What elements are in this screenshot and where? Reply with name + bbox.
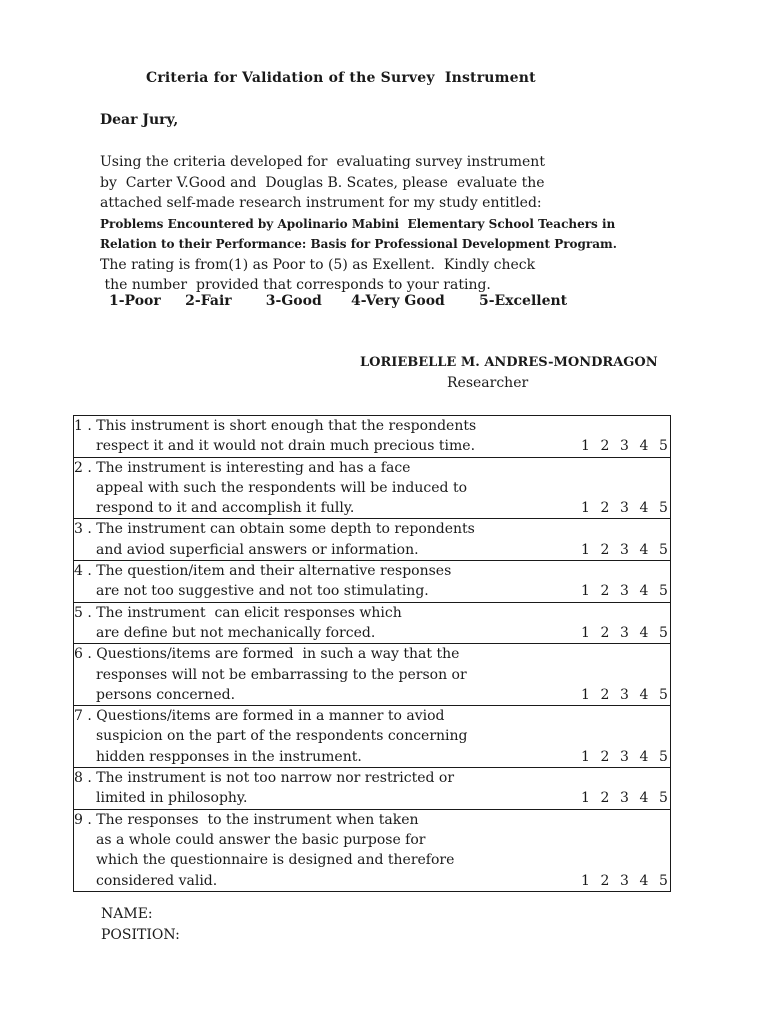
criteria-row [74, 768, 671, 810]
rating-option-4[interactable]: 4 [639, 686, 649, 703]
criteria-row [74, 644, 671, 706]
scale-item-very-good: 4-Very Good [351, 293, 445, 309]
rating-option-2[interactable]: 2 [600, 872, 610, 889]
rating-option-4[interactable]: 4 [639, 624, 649, 641]
rating-option-5[interactable]: 5 [659, 872, 668, 889]
criterion-statement: 7 . Questions/items are formed in a manner to aviod [74, 708, 445, 725]
criterion-statement-continued: respect it and it would not drain much precious time. [96, 438, 476, 455]
criteria-cell [74, 519, 671, 561]
rating-options [581, 581, 668, 601]
rating-instruction-line: The rating is from(1) as Poor to (5) as Exellent. Kindly check [100, 256, 536, 273]
rating-options [581, 436, 668, 456]
criteria-row [74, 602, 671, 644]
rating-option-1[interactable]: 1 [581, 624, 590, 641]
researcher-name: LORIEBELLE M. ANDRES-MONDRAGON [360, 355, 658, 370]
intro-paragraph [100, 152, 700, 296]
criteria-table [73, 415, 671, 892]
criteria-cell [74, 706, 671, 768]
rating-option-5[interactable]: 5 [659, 438, 668, 455]
criterion-statement: 8 . The instrument is not too narrow nor restricted or [74, 770, 455, 787]
intro-line: Using the criteria developed for evaluating survey instrument [100, 154, 545, 170]
signature-fields [101, 904, 180, 946]
scale-item-excellent: 5-Excellent [478, 293, 568, 309]
rating-option-3[interactable]: 3 [620, 748, 629, 765]
rating-option-1[interactable]: 1 [581, 583, 590, 600]
rating-options [581, 788, 668, 808]
position-label: POSITION: [101, 927, 180, 943]
criteria-row [74, 457, 671, 519]
criterion-statement: 1 . This instrument is short enough that the respondents [74, 418, 477, 434]
criterion-statement-continued: appeal with such the respondents will be induced to [96, 479, 467, 496]
scale-item-poor: 1-Poor [109, 293, 161, 309]
rating-options [581, 871, 668, 891]
page-title: Criteria for Validation of the Survey Instrument [146, 70, 536, 86]
rating-option-3[interactable]: 3 [620, 583, 629, 600]
criteria-cell [74, 416, 671, 458]
intro-line: by Carter V.Good and Douglas B. Scates, please evaluate the [100, 174, 545, 191]
rating-instruction-line: the number provided that corresponds to your rating. [100, 277, 491, 293]
criteria-row [74, 416, 671, 458]
study-title-line: Relation to their Performance: Basis for Professional Development Program. [100, 237, 617, 251]
criteria-row [74, 706, 671, 768]
criterion-statement-continued: suspicion on the part of the respondents concerning [96, 728, 468, 745]
criteria-row [74, 809, 671, 891]
criteria-cell [74, 809, 671, 891]
rating-option-3[interactable]: 3 [620, 686, 629, 703]
criteria-cell [74, 768, 671, 810]
rating-option-5[interactable]: 5 [659, 790, 668, 807]
rating-option-4[interactable]: 4 [639, 500, 649, 517]
criteria-cell [74, 457, 671, 519]
rating-option-1[interactable]: 1 [581, 541, 590, 558]
criteria-cell [74, 644, 671, 706]
criterion-statement-continued: responses will not be embarrassing to the person or [96, 666, 467, 683]
rating-option-1[interactable]: 1 [581, 790, 590, 807]
criterion-statement-continued: limited in philosophy. [96, 790, 248, 807]
rating-options [581, 747, 668, 767]
criterion-statement: 3 . The instrument can obtain some depth to repondents [74, 521, 475, 538]
criterion-statement-continued: which the questionnaire is designed and therefore [96, 852, 455, 869]
rating-option-4[interactable]: 4 [639, 872, 649, 889]
rating-option-5[interactable]: 5 [659, 686, 668, 703]
rating-option-1[interactable]: 1 [581, 500, 590, 517]
rating-option-1[interactable]: 1 [581, 872, 590, 889]
criterion-statement: 9 . The responses to the instrument when taken [74, 811, 419, 828]
rating-option-1[interactable]: 1 [581, 438, 590, 455]
rating-option-4[interactable]: 4 [639, 438, 649, 455]
rating-option-5[interactable]: 5 [659, 748, 668, 765]
rating-option-5[interactable]: 5 [659, 583, 668, 600]
criterion-statement-continued: persons concerned. [96, 686, 236, 703]
criteria-cell [74, 561, 671, 603]
rating-option-5[interactable]: 5 [659, 541, 668, 558]
rating-option-2[interactable]: 2 [600, 500, 610, 517]
rating-option-2[interactable]: 2 [600, 438, 610, 455]
criterion-statement: 5 . The instrument can elicit responses which [74, 604, 402, 621]
criterion-statement-continued: as a whole could answer the basic purpose for [96, 831, 426, 848]
rating-options [581, 685, 668, 705]
rating-scale-legend [109, 293, 567, 309]
rating-options [581, 498, 668, 518]
rating-option-1[interactable]: 1 [581, 686, 590, 703]
scale-item-good: 3-Good [265, 293, 322, 309]
rating-option-2[interactable]: 2 [600, 686, 610, 703]
rating-option-2[interactable]: 2 [600, 790, 610, 807]
criterion-statement: 4 . The question/item and their alternative responses [74, 563, 452, 580]
rating-options [581, 540, 668, 560]
rating-option-4[interactable]: 4 [639, 790, 649, 807]
rating-option-3[interactable]: 3 [620, 790, 629, 807]
rating-option-3[interactable]: 3 [620, 438, 629, 455]
rating-option-4[interactable]: 4 [639, 748, 649, 765]
criteria-row [74, 561, 671, 603]
rating-option-2[interactable]: 2 [600, 748, 610, 765]
rating-option-4[interactable]: 4 [639, 583, 649, 600]
criterion-statement-continued: considered valid. [96, 872, 218, 889]
criterion-statement-continued: hidden respponses in the instrument. [96, 748, 362, 765]
criterion-statement-continued: are define but not mechanically forced. [96, 624, 376, 641]
rating-options [581, 623, 668, 643]
rating-option-3[interactable]: 3 [620, 500, 629, 517]
rating-option-2[interactable]: 2 [600, 583, 610, 600]
scale-item-fair: 2-Fair [185, 293, 232, 309]
rating-option-3[interactable]: 3 [620, 872, 629, 889]
rating-option-3[interactable]: 3 [620, 541, 629, 558]
rating-option-5[interactable]: 5 [659, 500, 668, 517]
study-title-line: Problems Encountered by Apolinario Mabini Elementary School Teachers in [100, 216, 616, 231]
criterion-statement-continued: respond to it and accomplish it fully. [96, 500, 355, 517]
criteria-cell [74, 602, 671, 644]
criteria-row [74, 519, 671, 561]
intro-line: attached self-made research instrument for my study entitled: [100, 195, 542, 211]
rating-option-2[interactable]: 2 [600, 624, 610, 641]
rating-option-1[interactable]: 1 [581, 748, 590, 765]
name-label: NAME: [101, 906, 153, 922]
rating-option-4[interactable]: 4 [639, 541, 649, 558]
rating-option-2[interactable]: 2 [600, 541, 610, 558]
criterion-statement-continued: and aviod superficial answers or information. [96, 541, 419, 558]
criterion-statement: 2 . The instrument is interesting and has a face [74, 459, 411, 476]
rating-option-5[interactable]: 5 [659, 624, 668, 641]
rating-option-3[interactable]: 3 [620, 624, 629, 641]
criterion-statement: 6 . Questions/items are formed in such a way that the [74, 646, 460, 663]
criterion-statement-continued: are not too suggestive and not too stimulating. [96, 583, 429, 600]
salutation: Dear Jury, [100, 112, 179, 128]
researcher-role: Researcher [447, 375, 529, 391]
